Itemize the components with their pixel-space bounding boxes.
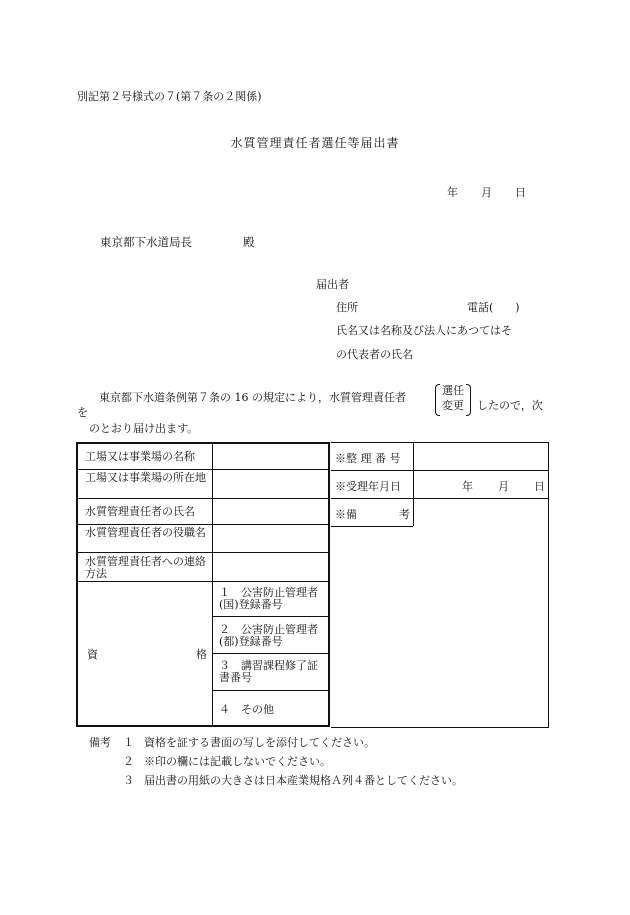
name-label-line2: の代表者の氏名: [336, 348, 413, 361]
date-month-label: 月: [481, 186, 492, 199]
date-day-label: 日: [515, 186, 526, 199]
note-2-text: ※印の欄には記載しないでください。: [144, 755, 331, 768]
notes-heading: 備考: [89, 736, 111, 749]
qualification-option-1: １ 公害防止管理者(国)登録番号: [219, 586, 318, 611]
manager-title-label: 水質管理責任者の役職名: [85, 526, 206, 539]
form-table: [76, 442, 330, 727]
submitter-label: 届出者: [316, 278, 349, 291]
note-2-num: ２: [123, 755, 134, 768]
qualification-option-4: ４ その他: [219, 703, 274, 716]
note-1-text: 資格を証する書面の写しを添付してください。: [144, 736, 375, 749]
received-date-label: ※受理年月日: [335, 480, 401, 493]
remarks-label-right: 考: [399, 508, 410, 521]
addressee-honorific: 殿: [243, 235, 255, 249]
office-use-table: [331, 442, 549, 727]
statement-after-options: したので，次: [477, 399, 543, 412]
phone-label: 電話( ): [467, 301, 520, 314]
page-title: 水質管理責任者選任等届出書: [230, 136, 400, 150]
received-month-label: 月: [498, 480, 509, 493]
option-change: 変更: [442, 399, 464, 412]
note-3-num: ３: [123, 774, 134, 787]
qualification-label-right: 格: [196, 648, 207, 661]
received-day-label: 日: [534, 480, 545, 493]
statement-line1-tail: を: [77, 406, 88, 419]
received-year-label: 年: [462, 480, 473, 493]
address-label: 住所: [336, 301, 358, 314]
form-reference: 別記第２号様式の７(第７条の２関係): [77, 90, 262, 103]
date-year-label: 年: [447, 186, 458, 199]
statement-line1: 東京都下水道条例第７条の 16 の規定により，水質管理責任者: [99, 391, 406, 404]
factory-name-label: 工場又は事業場の名称: [85, 450, 195, 463]
factory-location-label: 工場又は事業場の所在地: [85, 471, 206, 484]
option-select: 選任: [442, 384, 464, 397]
qualification-option-3: ３ 講習課程修了証書番号: [219, 659, 318, 684]
note-1-num: １: [123, 736, 134, 749]
qualification-label-left: 資: [87, 648, 98, 661]
manager-contact-label: 水質管理責任者への連絡方法: [85, 555, 206, 580]
note-3-text: 届出書の用紙の大きさは日本産業規格Ａ列４番としてください。: [144, 774, 463, 787]
name-label-line1: 氏名又は名称及び法人にあつてはそ: [336, 324, 512, 337]
select-change-bracket: [435, 383, 471, 415]
remarks-label-left: ※備: [335, 508, 357, 521]
qualification-option-2: ２ 公害防止管理者(都)登録番号: [219, 623, 318, 648]
registration-no-label: ※整 理 番 号: [335, 452, 401, 465]
addressee-name: 東京都下水道局長: [100, 235, 192, 249]
manager-name-label: 水質管理責任者の氏名: [85, 505, 195, 518]
statement-line2: のとおり届け出ます。: [89, 422, 199, 435]
